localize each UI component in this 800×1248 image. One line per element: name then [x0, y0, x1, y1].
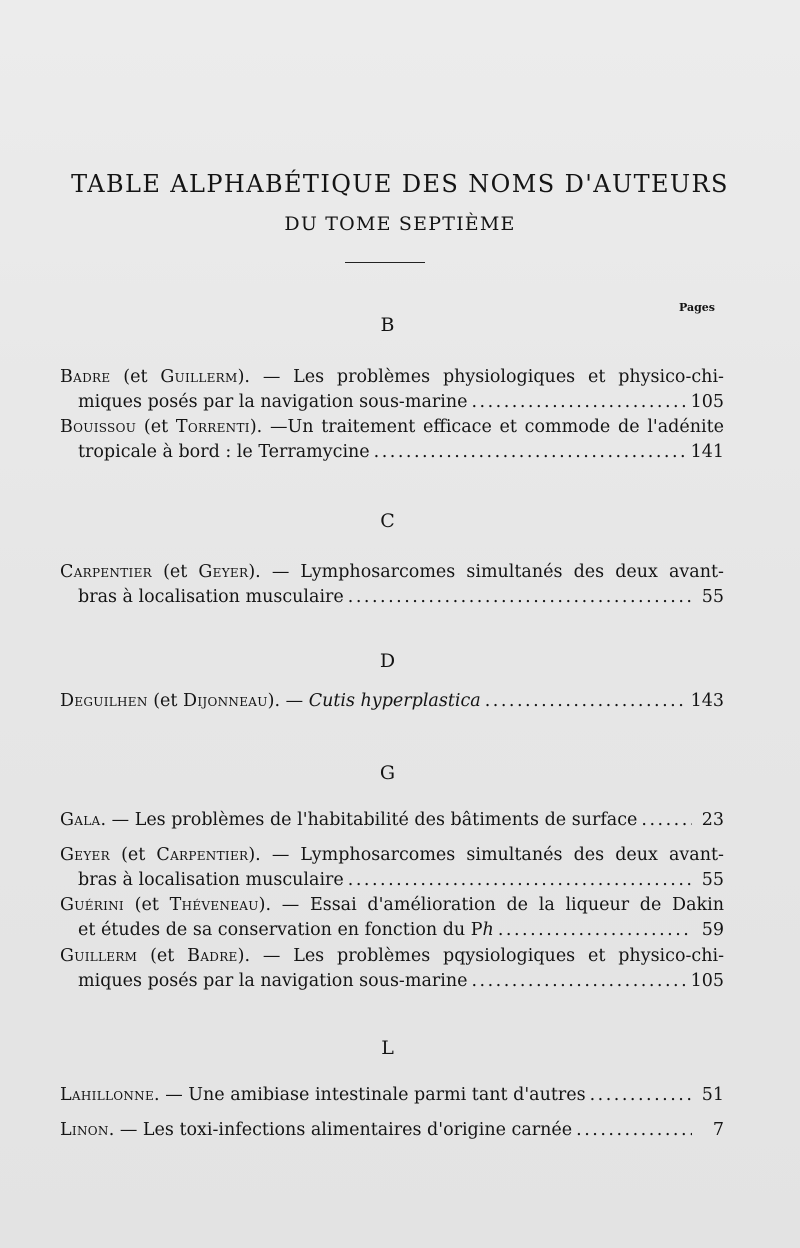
coauthor-name: Dijonneau: [182, 691, 268, 711]
entry-title: — Les problèmes de l'habitabilité des bâtiments de surface: [111, 810, 638, 830]
page-number: 105: [690, 971, 724, 991]
entry-title: — Les problèmes physiologiques et physico-chi-: [262, 367, 724, 387]
entry-title: — Une amibiase intestinale parmi tant d'autres: [165, 1085, 586, 1105]
page-subtitle: DU TOME SEPTIÈME: [284, 213, 516, 235]
section-letter-b: B: [380, 314, 395, 336]
page-number: 23: [701, 810, 724, 830]
entry-title-cont: bras à localisation musculaire: [78, 870, 344, 890]
author-name: Deguilhen: [60, 691, 148, 711]
index-entry: Guillerm (et Badre). — Les problèmes pqysiologiques et physico-chi- miques posés par la navigation sous-marine ..... 105: [60, 944, 724, 994]
index-entry: Gala. — Les problèmes de l'habitabilité des bâtiments de surface ..... 23: [60, 808, 724, 833]
author-name: Bouissou: [60, 417, 137, 437]
coauthor-name: Torrenti: [175, 417, 250, 437]
dot-leader: [374, 440, 687, 465]
section-letter-g: G: [379, 762, 396, 784]
section-letter-l: L: [381, 1037, 394, 1059]
coauthor-name: Geyer: [198, 562, 249, 582]
entry-title-cont: miques posés par la navigation sous-marine: [78, 392, 468, 412]
page-number: 51: [701, 1085, 724, 1105]
author-name: Geyer: [60, 845, 110, 865]
dot-leader: [590, 1083, 692, 1108]
dot-leader: [471, 969, 686, 994]
dot-leader: [471, 390, 686, 415]
index-entry: Guérini (et Théveneau). — Essai d'amélioration de la liqueur de Dakin et études de sa conservation en fonction du Ph ..... 59: [60, 893, 724, 943]
entry-title-cont: tropicale à bord : le Terramycine: [78, 442, 370, 462]
page-number: 55: [701, 870, 724, 890]
author-name: Linon: [60, 1120, 109, 1140]
entry-title-cont: et études de sa conservation en fonction du Ph: [78, 920, 494, 940]
page-number: 7: [712, 1120, 724, 1140]
author-name: Badre: [60, 367, 111, 387]
dot-leader: [498, 918, 692, 943]
dot-leader: [348, 585, 692, 610]
index-entry: Badre (et Guillerm). — Les problèmes physiologiques et physico-chi- miques posés par la navigation sous-marine ..... 105: [60, 365, 724, 415]
index-entry: Linon. — Les toxi-infections alimentaires d'origine carnée ..... 7: [60, 1118, 724, 1143]
entry-title: — Lymphosarcomes simultanés des deux avant-: [271, 845, 724, 865]
coauthor-name: Badre: [187, 946, 238, 966]
entry-title: — Les problèmes pqysiologiques et physico-chi-: [262, 946, 724, 966]
dot-leader: [641, 808, 692, 833]
entry-title: — Essai d'amélioration de la liqueur de Dakin: [281, 895, 724, 915]
index-entry: Carpentier (et Geyer). — Lymphosarcomes simultanés des deux avant- bras à localisation musculaire ..... 55: [60, 560, 724, 610]
author-name: Guillerm: [60, 946, 138, 966]
dot-leader: [348, 868, 692, 893]
index-entry: Bouissou (et Torrenti). —Un traitement efficace et commode de l'adénite tropicale à bord : le Terramycine ..... 141: [60, 415, 724, 465]
coauthor-name: Théveneau: [169, 895, 259, 915]
section-letter-c: C: [380, 510, 395, 532]
page-number: 141: [690, 442, 724, 462]
entry-title: —Un traitement efficace et commode de l'adénite: [269, 417, 724, 437]
dot-leader: [485, 689, 687, 714]
entry-title-cont: miques posés par la navigation sous-marine: [78, 971, 468, 991]
entry-title: Cutis hyperplastica: [308, 691, 481, 711]
page-number: 59: [701, 920, 724, 940]
title-divider: [345, 262, 425, 263]
section-letter-d: D: [379, 650, 396, 672]
page-number: 105: [690, 392, 724, 412]
entry-title: — Lymphosarcomes simultanés des deux avant-: [271, 562, 724, 582]
page-number: 143: [690, 691, 724, 711]
entry-title-cont: bras à localisation musculaire: [78, 587, 344, 607]
index-entry: Deguilhen (et Dijonneau). — Cutis hyperplastica ..... 143: [60, 689, 724, 714]
author-name: Lahillonne: [60, 1085, 155, 1105]
author-name: Gala: [60, 810, 101, 830]
dot-leader: [576, 1118, 692, 1143]
pages-column-label: Pages: [679, 301, 715, 314]
coauthor-name: Guillerm: [160, 367, 238, 387]
author-name: Carpentier: [60, 562, 152, 582]
entry-title: — Les toxi-infections alimentaires d'origine carnée: [119, 1120, 573, 1140]
index-entry: Lahillonne. — Une amibiase intestinale parmi tant d'autres ..... 51: [60, 1083, 724, 1108]
index-entry: Geyer (et Carpentier). — Lymphosarcomes simultanés des deux avant- bras à localisation musculaire ..... 55: [60, 843, 724, 893]
author-name: Guérini: [60, 895, 124, 915]
coauthor-name: Carpentier: [156, 845, 249, 865]
page-number: 55: [701, 587, 724, 607]
page-title: TABLE ALPHABÉTIQUE DES NOMS D'AUTEURS: [71, 170, 729, 198]
